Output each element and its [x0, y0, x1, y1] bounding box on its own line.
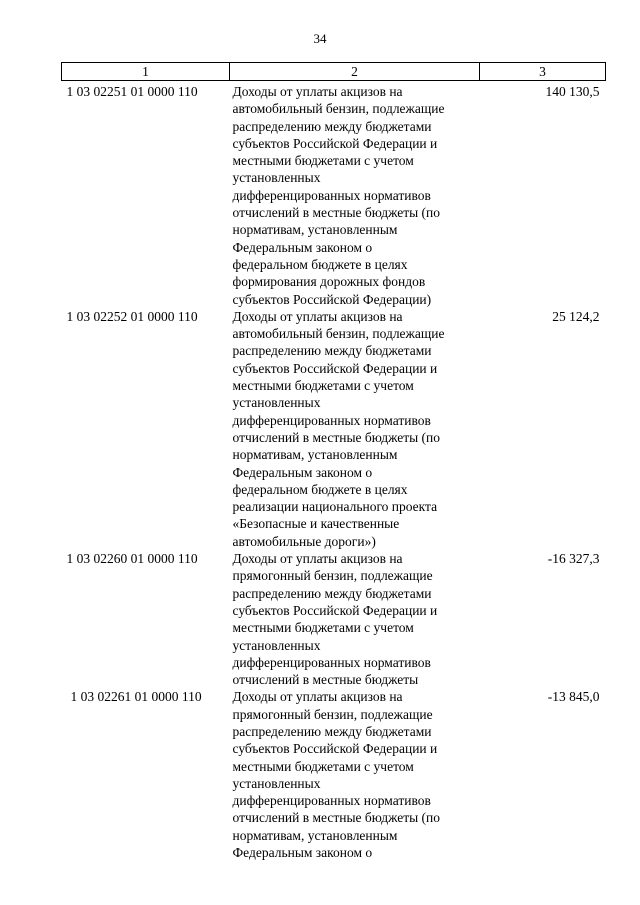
description-line: Федеральным законом о: [232, 239, 373, 255]
description-line: дифференцированных нормативов: [232, 187, 431, 203]
description-line: установленных: [232, 395, 321, 411]
description-line: дифференцированных нормативов: [232, 654, 431, 670]
description-line: Федеральным законом о: [232, 845, 373, 861]
description-line: субъектов Российской Федерации и: [232, 602, 438, 618]
page-number: 34: [313, 31, 327, 46]
description-line: распределению между бюджетами: [232, 118, 432, 134]
row-description: [230, 550, 480, 688]
row-amount: -16 327,3: [547, 551, 600, 567]
description-line: распределению между бюджетами: [232, 723, 432, 739]
row-description: [230, 308, 480, 550]
description-line: местными бюджетами с учетом: [232, 758, 414, 774]
description-line: федеральном бюджете в целях: [232, 481, 408, 497]
description-line: субъектов Российской Федерации и: [232, 360, 438, 376]
row-amount: 140 130,5: [545, 84, 600, 99]
description-line: Доходы от уплаты акцизов на: [232, 84, 403, 99]
description-line: формирования дорожных фондов: [232, 274, 426, 290]
description-line: отчислений в местные бюджеты: [232, 672, 419, 688]
description-line: дифференцированных нормативов: [232, 793, 431, 809]
table-row: [62, 81, 606, 308]
column-header-code: 1: [62, 63, 230, 81]
row-code: 1 03 02260 01 0000 110: [66, 551, 198, 567]
table-row: [62, 308, 606, 550]
description-line: федеральном бюджете в целях: [232, 256, 408, 272]
description-line: прямогонный бензин, подлежащие: [232, 568, 433, 584]
description-line: автомобильный бензин, подлежащие: [232, 101, 445, 117]
description-line: установленных: [232, 170, 321, 186]
description-line: установленных: [232, 637, 321, 653]
description-line: распределению между бюджетами: [232, 585, 432, 601]
description-line: Федеральным законом о: [232, 464, 373, 480]
description-line: отчислений в местные бюджеты (по: [232, 205, 441, 221]
column-header-description: 2: [230, 63, 480, 81]
description-line: субъектов Российской Федерации и: [232, 741, 438, 757]
description-line: местными бюджетами с учетом: [232, 153, 414, 169]
row-code: 1 03 02251 01 0000 110: [66, 84, 198, 99]
description-line: установленных: [232, 775, 321, 791]
description-line: отчислений в местные бюджеты (по: [232, 429, 441, 445]
description-line: субъектов Российской Федерации и: [232, 135, 438, 151]
description-line: «Безопасные и качественные: [232, 516, 400, 532]
description-line: местными бюджетами с учетом: [232, 620, 414, 636]
description-line: автомобильные дороги»): [232, 533, 376, 549]
description-line: отчислений в местные бюджеты (по: [232, 810, 441, 826]
row-description: [230, 688, 480, 861]
table-row: [62, 550, 606, 688]
description-line: нормативам, установленным: [232, 827, 398, 843]
row-code: 1 03 02261 01 0000 110: [70, 689, 202, 705]
description-line: Доходы от уплаты акцизов на: [232, 308, 403, 324]
description-line: Доходы от уплаты акцизов на: [232, 551, 403, 567]
description-line: нормативам, установленным: [232, 447, 398, 463]
row-amount: 25 124,2: [552, 308, 600, 324]
description-line: автомобильный бензин, подлежащие: [232, 326, 445, 342]
description-line: субъектов Российской Федерации): [232, 291, 432, 307]
row-description: [230, 81, 480, 308]
table-row: [62, 688, 606, 861]
description-line: распределению между бюджетами: [232, 343, 432, 359]
revenue-table: [61, 62, 606, 861]
description-line: прямогонный бензин, подлежащие: [232, 706, 433, 722]
description-line: Доходы от уплаты акцизов на: [232, 689, 403, 705]
table-header-row: [62, 63, 606, 81]
description-line: местными бюджетами с учетом: [232, 378, 414, 394]
revenue-table-container: [61, 62, 605, 861]
description-line: нормативам, установленным: [232, 222, 398, 238]
description-line: реализации национального проекта: [232, 499, 438, 515]
column-header-amount: 3: [480, 63, 606, 81]
row-amount: -13 845,0: [547, 689, 600, 705]
row-code: 1 03 02252 01 0000 110: [66, 308, 198, 324]
description-line: дифференцированных нормативов: [232, 412, 431, 428]
